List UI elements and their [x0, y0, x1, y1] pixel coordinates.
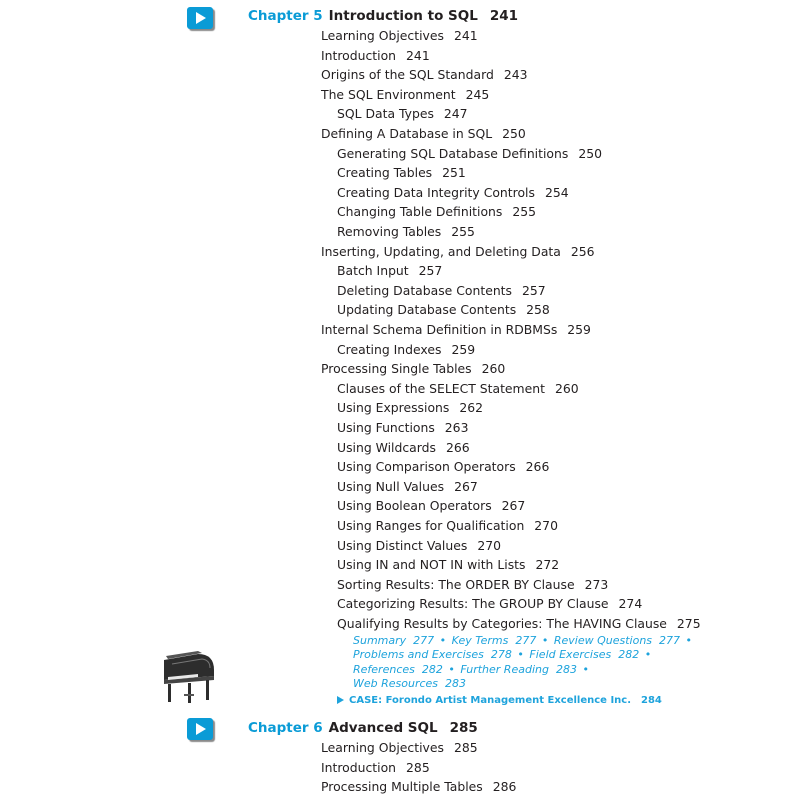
toc-entry-page: 262 [459, 400, 483, 416]
toc-entry[interactable] [337, 262, 442, 280]
toc-entry-page: 270 [477, 537, 501, 553]
toc-entry-title: Batch Input [337, 263, 409, 279]
toc-entry[interactable] [337, 478, 478, 496]
end-material-page: 277 [515, 634, 537, 647]
toc-entry-title: Inserting, Updating, and Deleting Data [321, 243, 561, 259]
toc-entry-title: Processing Multiple Tables [321, 779, 483, 795]
toc-entry[interactable] [337, 380, 579, 398]
chapter-6-heading [248, 718, 478, 738]
toc-entry-title: Removing Tables [337, 224, 442, 239]
end-material-item: Problems and Exercises [353, 648, 484, 661]
toc-entry-title: Using IN and NOT IN with Lists [337, 557, 526, 573]
toc-entry[interactable] [321, 360, 505, 378]
toc-entry[interactable] [337, 439, 470, 457]
toc-entry-page: 259 [567, 322, 591, 337]
toc-entry-page: 241 [453, 28, 478, 43]
toc-entry-page: 250 [578, 145, 602, 161]
toc-entry-page: 286 [492, 779, 517, 795]
toc-entry[interactable] [321, 321, 591, 339]
toc-entry-page: 263 [444, 420, 469, 435]
toc-entry[interactable] [337, 497, 525, 515]
toc-entry[interactable] [321, 759, 430, 777]
toc-entry-title: Deleting Database Contents [337, 282, 512, 298]
toc-entry[interactable] [337, 615, 701, 633]
toc-entry-title: SQL Data Types [337, 106, 434, 122]
chapter-page: 241 [489, 8, 519, 24]
toc-entry-page: 257 [418, 263, 443, 279]
triangle-right-icon [337, 696, 344, 704]
toc-entry-page: 270 [534, 518, 558, 533]
toc-entry-title: Categorizing Results: The GROUP BY Clause [337, 596, 609, 612]
toc-entry[interactable] [337, 576, 608, 594]
toc-entry-page: 272 [535, 557, 560, 573]
end-material-line-1: Summary 277 • Key Terms 277 • Review Questions 277 • [353, 634, 693, 647]
toc-entry-page: 251 [442, 165, 466, 181]
toc-entry-page: 254 [544, 184, 569, 200]
end-material-item: Key Terms [451, 634, 509, 647]
toc-entry-title: Using Wildcards [337, 439, 436, 455]
toc-entry-page: 256 [570, 243, 595, 259]
toc-entry-title: Generating SQL Database Definitions [337, 145, 569, 161]
end-material-item: Summary [353, 634, 407, 647]
toc-entry[interactable] [321, 47, 430, 65]
toc-entry-title: Introduction [321, 759, 397, 775]
end-material-page: 278 [490, 648, 512, 661]
toc-entry-page: 275 [676, 616, 701, 631]
toc-entry[interactable] [337, 105, 468, 123]
toc-entry-page: 267 [454, 478, 478, 494]
toc-entry-title: Creating Data Integrity Controls [337, 184, 535, 200]
toc-entry-title: Changing Table Definitions [337, 204, 503, 220]
chapter-page: 285 [449, 720, 478, 736]
chapter-5-play-button[interactable] [187, 7, 213, 29]
toc-entry-title: Creating Indexes [337, 341, 442, 357]
toc-entry[interactable] [321, 778, 516, 796]
toc-entry-page: 274 [618, 596, 643, 612]
toc-entry-page: 266 [445, 439, 470, 455]
end-material-item: Web Resources [353, 677, 439, 690]
end-material-item: Field Exercises [529, 648, 612, 661]
toc-entry-title: Clauses of the SELECT Statement [337, 380, 545, 396]
toc-entry-title: Using Functions [337, 420, 435, 435]
toc-entry-page: 250 [502, 126, 526, 141]
toc-entry[interactable] [337, 419, 468, 437]
toc-entry[interactable] [337, 164, 466, 182]
toc-entry-title: Origins of the SQL Standard [321, 67, 494, 83]
toc-entry-page: 245 [465, 86, 490, 102]
end-material-item: Review Questions [553, 634, 653, 647]
toc-entry-title: Using Boolean Operators [337, 498, 492, 514]
toc-entry[interactable] [337, 223, 475, 241]
toc-entry[interactable] [337, 556, 559, 574]
toc-entry[interactable] [337, 595, 642, 613]
toc-entry-page: 247 [443, 106, 468, 122]
toc-entry-page: 266 [525, 459, 550, 475]
toc-entry[interactable] [337, 517, 558, 535]
toc-entry-title: Updating Database Contents [337, 302, 517, 318]
toc-entry-title: Internal Schema Definition in RDBMSs [321, 322, 558, 337]
case-title: CASE: Forondo Artist Management Excellence Inc. [349, 695, 632, 706]
toc-entry-title: Sorting Results: The ORDER BY Clause [337, 576, 575, 592]
toc-entry-page: 285 [406, 759, 430, 775]
end-material-line-3: References 282 • Further Reading 283 • [353, 663, 589, 676]
end-material-page: 283 [445, 677, 467, 690]
toc-entry[interactable] [321, 739, 478, 757]
toc-entry[interactable] [337, 145, 602, 163]
case-entry[interactable] [337, 694, 662, 708]
toc-entry-page: 267 [501, 498, 526, 514]
play-icon [196, 12, 206, 24]
chapter-6-play-button[interactable] [187, 718, 213, 740]
end-material-line-4 [353, 677, 466, 691]
toc-entry[interactable] [337, 203, 536, 221]
chapter-title: Introduction to SQL [328, 8, 478, 24]
toc-entry-title: Using Ranges for Qualification [337, 518, 525, 533]
toc-entry[interactable] [337, 458, 549, 476]
toc-entry-page: 258 [526, 302, 550, 318]
end-material-page: 282 [421, 663, 443, 676]
chapter-label: Chapter 6 [248, 720, 323, 736]
toc-entry[interactable] [337, 301, 550, 319]
chapter-label: Chapter 5 [248, 8, 323, 24]
chapter-title: Advanced SQL [328, 720, 438, 736]
toc-entry-page: 285 [453, 740, 478, 755]
end-material-page: 277 [659, 634, 681, 647]
toc-entry-page: 273 [584, 576, 609, 592]
toc-entry-title: Using Distinct Values [337, 537, 468, 553]
toc-entry-title: The SQL Environment [321, 86, 456, 102]
toc-entry[interactable] [337, 282, 546, 300]
end-material-page: 282 [618, 648, 640, 661]
toc-entry-title: Using Expressions [337, 400, 450, 416]
toc-entry[interactable] [337, 399, 483, 417]
toc-entry-title: Using Comparison Operators [337, 459, 516, 475]
toc-entry[interactable] [321, 125, 526, 143]
toc-entry[interactable] [321, 27, 478, 45]
toc-entry-page: 260 [481, 361, 506, 377]
toc-entry-page: 241 [406, 47, 430, 63]
toc-entry[interactable] [321, 66, 527, 84]
toc-entry-page: 243 [503, 67, 528, 83]
toc-entry-title: Using Null Values [337, 478, 445, 494]
toc-entry-page: 255 [451, 224, 475, 239]
toc-entry[interactable] [337, 537, 501, 555]
end-material-page: 283 [555, 663, 577, 676]
toc-entry-title: Defining A Database in SQL [321, 126, 493, 141]
toc-entry-page: 260 [554, 380, 579, 396]
toc-entry-title: Creating Tables [337, 165, 433, 181]
end-material-item: Further Reading [460, 663, 549, 676]
play-icon [196, 723, 206, 735]
toc-entry[interactable] [321, 243, 595, 261]
toc-entry-title: Learning Objectives [321, 28, 444, 43]
end-material-line-2: Problems and Exercises 278 • Field Exercises 282 • [353, 648, 652, 661]
toc-entry-title: Introduction [321, 47, 397, 63]
toc-entry-page: 259 [451, 341, 476, 357]
toc-entry-title: Processing Single Tables [321, 361, 472, 377]
grand-piano-icon [158, 650, 218, 708]
toc-entry-page: 255 [512, 204, 537, 220]
toc-entry-title: Learning Objectives [321, 740, 444, 755]
toc-entry[interactable] [321, 86, 489, 104]
toc-entry[interactable] [337, 341, 475, 359]
end-material-item: References [353, 663, 415, 676]
chapter-5-heading [248, 6, 518, 26]
end-material-page: 277 [413, 634, 435, 647]
toc-entry[interactable] [337, 184, 569, 202]
toc-entry-title: Qualifying Results by Categories: The HAVING Clause [337, 616, 667, 631]
case-page: 284 [641, 695, 662, 706]
toc-entry-page: 257 [521, 282, 546, 298]
